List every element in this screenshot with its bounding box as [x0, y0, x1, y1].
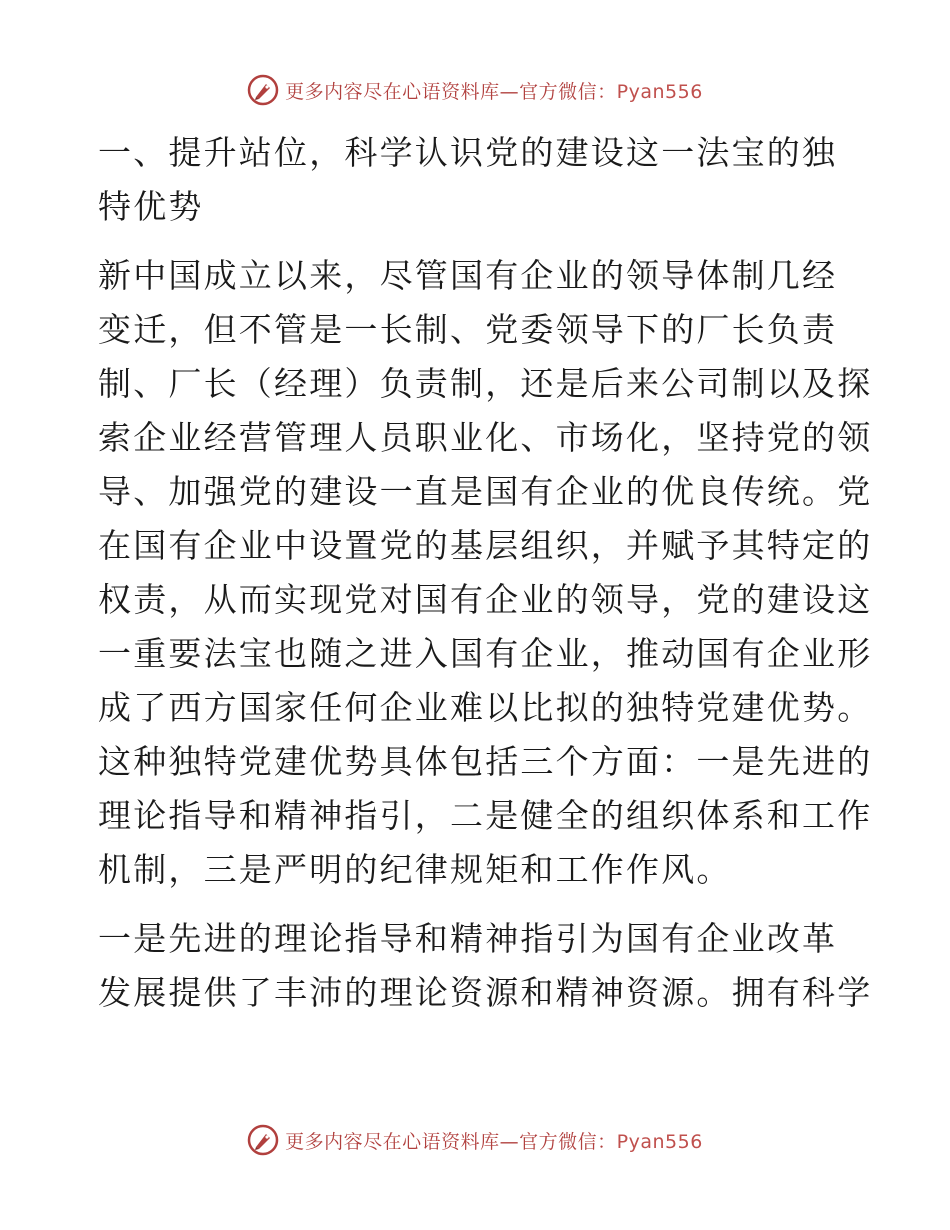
paragraph-line: 新中国成立以来，尽管国有企业的领导体制几经	[98, 256, 838, 295]
paragraph-line: 变迁，但不管是一长制、党委领导下的厂长负责	[98, 310, 838, 349]
header-banner-text	[285, 77, 703, 104]
section-heading	[98, 126, 850, 234]
document-body	[98, 126, 873, 1020]
paragraph-line: 发展提供了丰沛的理论资源和精神资源。拥有科学	[98, 973, 873, 1012]
paragraph-1	[98, 249, 873, 897]
heading-line: 一、提升站位，科学认识党的建设这一法宝的独	[98, 133, 838, 172]
paragraph-line: 理论指导和精神指引，二是健全的组织体系和工作	[98, 796, 873, 835]
paragraph-line: 成了西方国家任何企业难以比拟的独特党建优势。	[98, 688, 873, 727]
paragraph-line: 制、厂长（经理）负责制，还是后来公司制以及探	[98, 364, 873, 403]
paragraph-line: 在国有企业中设置党的基层组织，并赋予其特定的	[98, 526, 873, 565]
pen-nib-logo-icon	[247, 1124, 279, 1156]
paragraph-line: 导、加强党的建设一直是国有企业的优良传统。党	[98, 472, 873, 511]
paragraph-line: 这种独特党建优势具体包括三个方面：一是先进的	[98, 742, 873, 781]
paragraph-line: 一重要法宝也随之进入国有企业，推动国有企业形	[98, 634, 873, 673]
paragraph-line: 机制，三是严明的纪律规矩和工作作风。	[98, 850, 732, 889]
footer-banner-text	[285, 1127, 703, 1154]
paragraph-2	[98, 912, 873, 1020]
footer-wechat-id: Pyan556	[616, 1130, 703, 1153]
header-banner-label: 更多内容尽在心语资料库—官方微信：	[285, 80, 617, 103]
header-banner	[0, 70, 950, 110]
paragraph-line: 一是先进的理论指导和精神指引为国有企业改革	[98, 919, 838, 958]
footer-banner-label: 更多内容尽在心语资料库—官方微信：	[285, 1130, 617, 1153]
heading-line: 特优势	[98, 187, 204, 226]
pen-nib-logo-icon	[247, 74, 279, 106]
footer-banner	[0, 1120, 950, 1160]
paragraph-line: 索企业经营管理人员职业化、市场化，坚持党的领	[98, 418, 873, 457]
header-wechat-id: Pyan556	[616, 80, 703, 103]
paragraph-line: 权责，从而实现党对国有企业的领导，党的建设这	[98, 580, 873, 619]
